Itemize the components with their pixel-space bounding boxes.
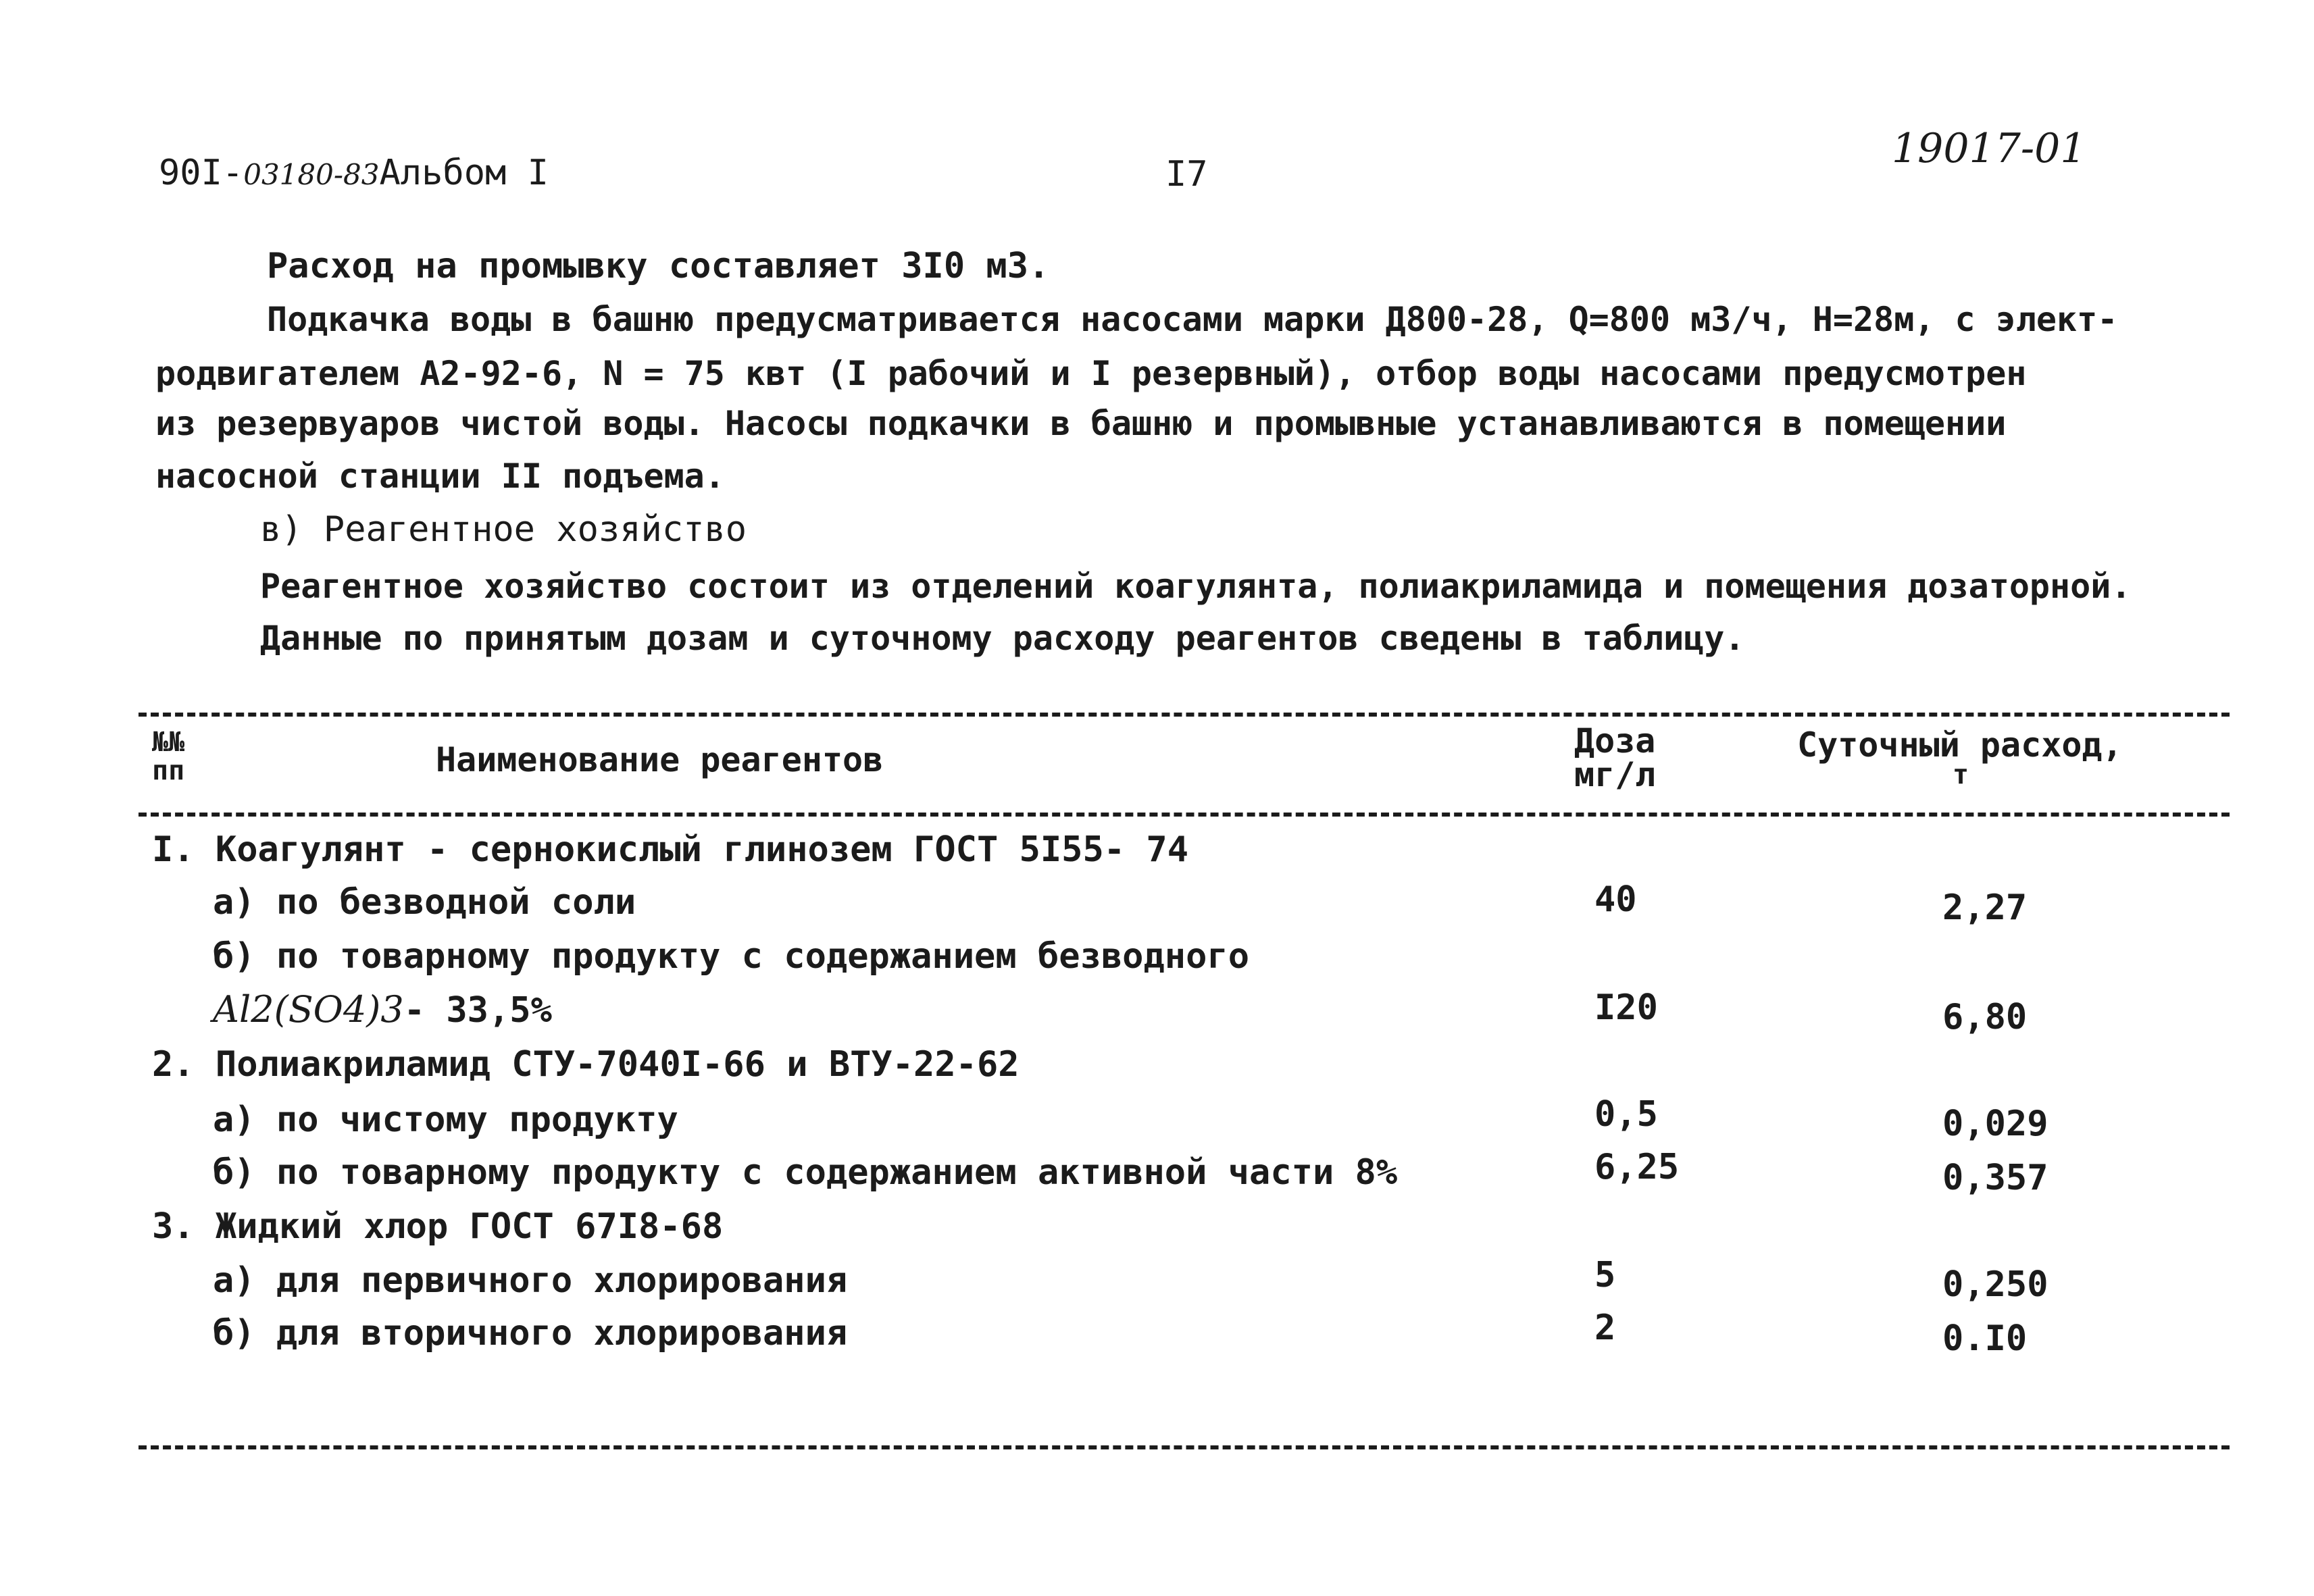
- paragraph-pump-line-3: из резервуаров чистой воды. Насосы подкачки в башню и промывные устанавливаются в помещении: [155, 404, 2007, 443]
- table-row-dose: I20: [1594, 987, 1658, 1028]
- table-row-daily: 0.I0: [1942, 1318, 2028, 1359]
- page-number: I7: [1165, 154, 1208, 195]
- header-dose-col: [1574, 721, 1656, 794]
- header-dose-line1: Доза: [1574, 721, 1656, 761]
- table-row-text: 3. Жидкий хлор ГОСТ 67I8-68: [152, 1206, 724, 1247]
- header-reagent-name: Наименование реагентов: [436, 740, 884, 779]
- table-row-dose: 6,25: [1594, 1147, 1680, 1187]
- table-row-dose: 5: [1594, 1255, 1616, 1295]
- table-row-text: [213, 988, 552, 1031]
- formula-percentage: - 33,5%: [403, 990, 552, 1031]
- paragraph-table-intro: Данные по принятым дозам и суточному расходу реагентов сведены в таблицу.: [260, 619, 1745, 658]
- table-row-dose: 2: [1594, 1308, 1616, 1348]
- table-row-dose: 40: [1594, 879, 1637, 920]
- sheet-number: 19017-01: [1892, 125, 2086, 172]
- document-code-handwritten: 03180-83: [243, 158, 380, 191]
- paragraph-pump-line-1: Подкачка воды в башню предусматривается насосами марки Д800-28, Q=800 м3/ч, Н=28м, с элект-: [267, 300, 2118, 339]
- header-daily-col: [1797, 725, 2123, 790]
- table-bottom-rule: [139, 1445, 2230, 1449]
- section-heading: в) Реагентное хозяйство: [260, 509, 747, 550]
- table-row-daily: 0,250: [1942, 1264, 2048, 1305]
- table-row-daily: 0,357: [1942, 1158, 2048, 1198]
- header-daily-line2: т: [1953, 758, 1969, 790]
- header-number-col: [152, 728, 184, 785]
- table-header-rule: [139, 813, 2230, 817]
- document-code-prefix: 90I-: [159, 153, 244, 193]
- table-row-daily: 0,029: [1942, 1104, 2048, 1144]
- formula-handwritten: Al2(SO4)3: [213, 988, 404, 1031]
- album-label: Альбом I: [379, 153, 549, 193]
- header-daily-line1: Суточный расход,: [1797, 725, 2123, 765]
- header-number-line2: пп: [152, 755, 185, 786]
- table-row-text: б) для вторичного хлорирования: [213, 1313, 848, 1354]
- table-row-text: 2. Полиакриламид СТУ-7040I-66 и ВТУ-22-62: [152, 1044, 1020, 1085]
- header-number-line1: №№: [152, 727, 185, 758]
- header-dose-line2: мг/л: [1574, 755, 1656, 794]
- table-row-text: а) по безводной соли: [213, 882, 636, 923]
- table-row-text: б) по товарному продукту с содержанием безводного: [213, 936, 1250, 977]
- table-row-daily: 6,80: [1942, 997, 2028, 1037]
- table-row-text: а) для первичного хлорирования: [213, 1260, 848, 1301]
- paragraph-pump-line-4: насосной станции II подъема.: [155, 457, 725, 496]
- paragraph-reagent-facility: Реагентное хозяйство состоит из отделений коагулянта, полиакриламида и помещения дозаторной.: [260, 567, 2132, 606]
- paragraph-flush-volume: Расход на промывку составляет 3I0 м3.: [267, 246, 1050, 286]
- document-code: [159, 153, 549, 193]
- table-row-text: I. Коагулянт - сернокислый глинозем ГОСТ 5I55- 74: [152, 829, 1189, 870]
- table-row-daily: 2,27: [1942, 887, 2028, 928]
- table-row-text: б) по товарному продукту с содержанием активной части 8%: [213, 1152, 1398, 1193]
- table-row-dose: 0,5: [1594, 1094, 1658, 1135]
- table-top-rule: [139, 713, 2230, 717]
- table-row-text: а) по чистому продукту: [213, 1100, 678, 1140]
- paragraph-pump-line-2: родвигателем А2-92-6, N = 75 квт (I рабочий и I резервный), отбор воды насосами предусмотрен: [155, 354, 2027, 393]
